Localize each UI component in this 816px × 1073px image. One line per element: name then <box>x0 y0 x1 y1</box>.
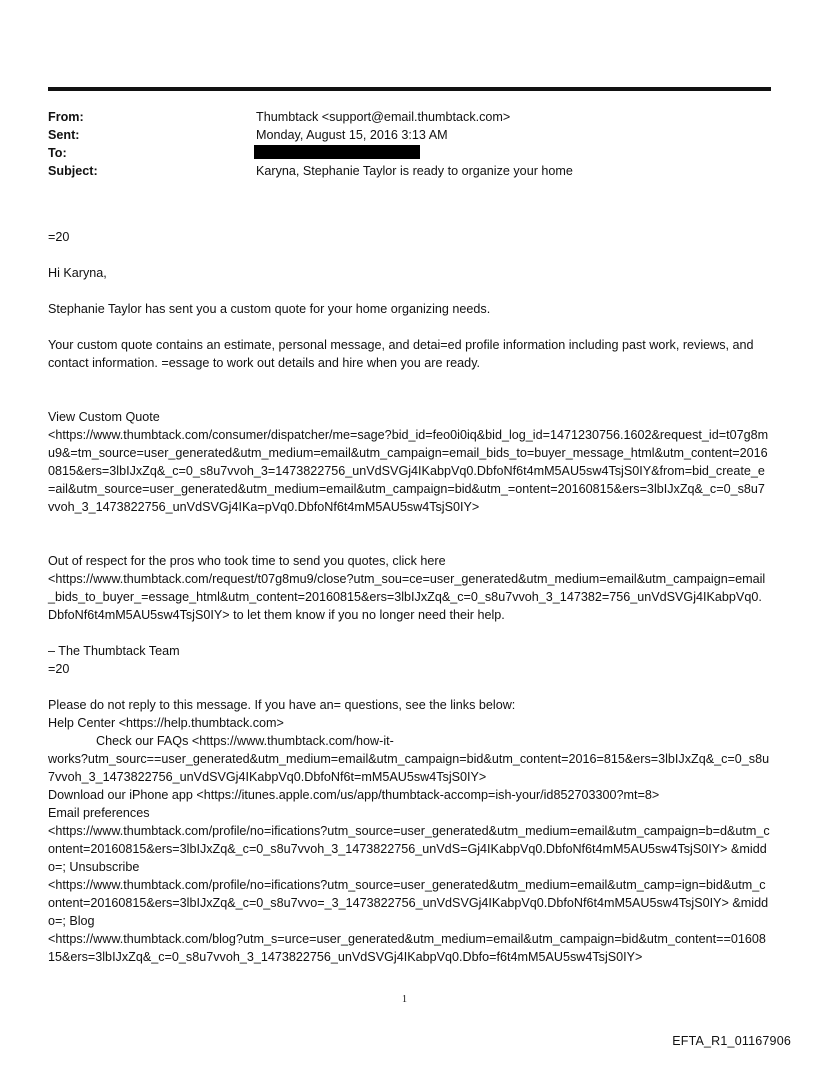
respect-paragraph <box>48 570 770 624</box>
quote-intro: Stephanie Taylor has sent you a custom quote for your home organizing needs. <box>48 302 491 316</box>
view-quote-label: View Custom Quote <box>48 410 160 424</box>
to-label: To: <box>48 146 67 160</box>
encoding-artifact-bottom: =20 <box>48 662 70 676</box>
unsubscribe-link[interactable]: <https://www.thumbtack.com/profile/no=ifications?utm_source=user_generated&utm_medium=email&utm_camp=ign=bid&utm_content=20160815&ers=3lbIJxZq&_c=0_s8u7vvo=_3_1473822756_unVdSVGj4IKabpVq0.DbfoNf6t4mM5AU5sw4TsjS0IY> <box>48 878 766 910</box>
subject-label: Subject: <box>48 164 98 178</box>
help-center-link[interactable]: Help Center <https://help.thumbtack.com> <box>48 716 284 730</box>
faqs-link-rest[interactable]: works?utm_sourc==user_generated&utm_medium=email&utm_campaign=bid&utm_content=2016=815&ers=3lbIJxZq&_c=0_s8u7vvoh_3_1473822756_unVdSVGj4IKabpVq0.DbfoNf6t=mM5AU5sw4TsjS0IY> <box>48 752 770 784</box>
iphone-app-link[interactable]: Download our iPhone app <https://itunes.apple.com/us/app/thumbtack-accomp=ish-your/id852703300?mt=8> <box>48 788 660 802</box>
greeting: Hi Karyna, <box>48 266 107 280</box>
email-prefs-label: Email preferences <box>48 806 150 820</box>
unsubscribe-tail: &middo=; Blog <box>48 896 769 928</box>
signoff: – The Thumbtack Team <box>48 644 180 658</box>
sent-label: Sent: <box>48 128 80 142</box>
page-number: 1 <box>402 994 407 1005</box>
subject-value: Karyna, Stephanie Taylor is ready to organize your home <box>256 164 573 178</box>
noreply-notice: Please do not reply to this message. If you have an= questions, see the links below: <box>48 698 516 712</box>
from-label: From: <box>48 110 84 124</box>
unsubscribe-paragraph <box>48 876 770 930</box>
blog-link[interactable]: <https://www.thumbtack.com/blog?utm_s=urce=user_generated&utm_medium=email&utm_campaign=bid&utm_content==0160815&ers=3lbIJxZq&_c=0_s8u7vvoh_3_1473822756_unVdSVGj4IKabpVq0.Dbfo=f6t4mM5AU5sw4TsjS0IY> <box>48 932 766 964</box>
faqs-link-first[interactable]: Check our FAQs <https://www.thumbtack.com/how-it- <box>96 734 394 748</box>
from-value: Thumbtack <support@email.thumbtack.com> <box>256 110 511 124</box>
email-body <box>48 228 770 966</box>
encoding-artifact-top: =20 <box>48 230 70 244</box>
close-request-link[interactable]: <https://www.thumbtack.com/request/t07g8mu9/close?utm_sou=ce=user_generated&utm_medium=email&utm_campaign=email_bids_to_buyer_=essage_html&utm_content=20160815&ers=3lbIJxZq&_c=0_s8u7vvoh_3_147382=756_unVdSVGj4IKabpVq0.DbfoNf6t4mM5AU5sw4TsjS0IY> <box>48 572 766 622</box>
sent-value: Monday, August 15, 2016 3:13 AM <box>256 128 448 142</box>
respect-line: Out of respect for the pros who took time to send you quotes, click here <box>48 554 446 568</box>
redaction-box <box>254 145 420 159</box>
email-prefs-link[interactable]: <https://www.thumbtack.com/profile/no=ifications?utm_source=user_generated&utm_medium=email&utm_campaign=b=d&utm_content=20160815&ers=3lbIJxZq&_c=0_s8u7vvoh_3_1473822756_unVdS=Gj4IKabpVq0.DbfoNf6t4mM5AU5sw4TsjS0IY> <box>48 824 770 856</box>
quote-details: Your custom quote contains an estimate, personal message, and detai=ed profile information including past work, reviews, and contact information. =essage to work out details and hire when you are ready. <box>48 338 754 370</box>
bates-number: EFTA_R1_01167906 <box>672 1034 791 1048</box>
email-prefs-tail: &middo=; Unsubscribe <box>48 842 767 874</box>
header-rule <box>48 87 771 91</box>
email-prefs-paragraph <box>48 822 770 876</box>
respect-tail: to let them know if you no longer need their help. <box>229 608 505 622</box>
view-quote-link[interactable]: <https://www.thumbtack.com/consumer/dispatcher/me=sage?bid_id=feo0i0iq&bid_log_id=1471230756.1602&request_id=t07g8mu9&=tm_source=user_generated&utm_medium=email&utm_campaign=email_bids_to=buyer_message_html&utm_content=20160815&ers=3lbIJxZq&_c=0_s8u7vvoh_3=1473822756_unVdSVGj4IKabpVq0.DbfoNf6t4mM5AU5sw4TsjS0IY&from=bid_create_e=ail&utm_source=user_generated&utm_medium=email&utm_campaign=bid&utm_=ontent=20160815&ers=3lbIJxZq&_c=0_s8u7vvoh_3_1473822756_unVdSVGj4IKa=pVq0.DbfoNf6t4mM5AU5sw4TsjS0IY> <box>48 428 769 514</box>
